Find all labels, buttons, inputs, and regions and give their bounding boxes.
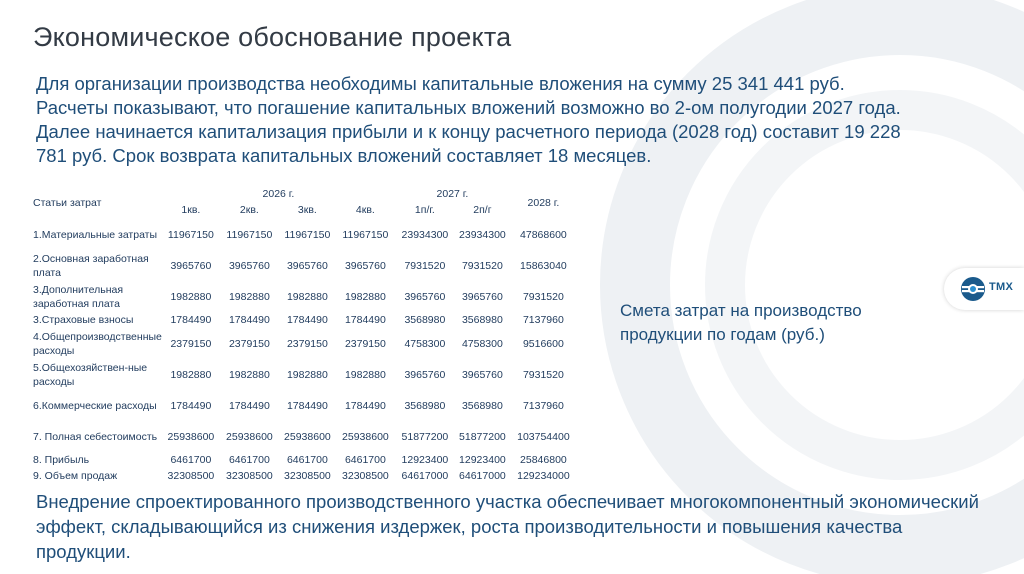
table-cell: 3568980 [404, 399, 446, 412]
table-cell: 103754400 [517, 430, 570, 443]
table-cell: 1784490 [228, 399, 270, 412]
table-cell: 1784490 [286, 314, 328, 326]
year-2028-header: 2028 г. [527, 197, 560, 209]
table-cell: 1784490 [344, 399, 386, 412]
table-caption: Смета затрат на производство продукции по годам (руб.) [620, 301, 862, 344]
table-cell: 23934300 [459, 228, 506, 241]
table-cell: 25938600 [342, 430, 389, 443]
period-header: 1п/г. [414, 204, 435, 216]
table-cell: 6461700 [286, 454, 328, 466]
row-label: 1.Материальные затраты [33, 228, 158, 241]
year-2026-header: 2026 г. [262, 188, 295, 200]
table-cell: 1982880 [170, 368, 212, 381]
row-label: 4.Общепроизводственные расходы [33, 330, 162, 357]
table-row [33, 328, 577, 359]
table-cell: 7931520 [522, 290, 564, 303]
table-row [33, 219, 577, 250]
table-cell: 32308500 [226, 470, 273, 482]
table-cell: 25846800 [520, 454, 567, 466]
table-cell: 51877200 [401, 430, 449, 443]
table-cell: 129234000 [517, 470, 570, 482]
table-row [33, 452, 577, 468]
page-title: Экономическое обоснование проекта [33, 22, 512, 52]
table-cell: 7931520 [461, 259, 503, 272]
conclusion-paragraph: Внедрение спроектированного производственного участка обеспечивает многокомпонентный экономический эффект, складывающийся из снижения издержек, роста производительности и повышения качества продукции. [36, 491, 979, 562]
table-cell: 4758300 [461, 337, 503, 350]
logo-text: ТМХ [989, 281, 1014, 293]
table-cell: 25938600 [226, 430, 273, 443]
table-cell: 2379150 [286, 337, 328, 350]
table-cell: 2379150 [344, 337, 386, 350]
period-header: 2п/г [473, 204, 492, 216]
row-label: 8. Прибыль [33, 454, 90, 466]
period-header: 4кв. [355, 204, 375, 216]
table-cell: 7931520 [522, 368, 564, 381]
table-cell: 2379150 [170, 337, 212, 350]
intro-paragraph: Для организации производства необходимы капитальные вложения на сумму 25 341 441 руб. Расчеты показывают, что погашение капитальных вложений возможно во 2-ом полугодии 2027 года. Далее начинается капитализация прибыли и к концу расчетного периода (2028 год) составит 19 228 781 руб. Срок возврата капитальных вложений составляет 18 месяцев. [36, 73, 901, 166]
table-cell: 6461700 [170, 454, 212, 466]
table-cell: 11967150 [226, 228, 273, 241]
table-cell: 1982880 [170, 290, 212, 303]
table-cell: 25938600 [167, 430, 215, 443]
table-cell: 3965760 [461, 368, 503, 381]
label-column-header: Статьи затрат [33, 197, 102, 209]
table-cell: 1982880 [228, 368, 270, 381]
table-cell: 47868600 [520, 228, 567, 241]
row-label: 5.Общехозяйствен-ные расходы [33, 361, 148, 388]
table-row [33, 390, 577, 421]
row-label: 7. Полная себестоимость [33, 430, 158, 443]
table-cell: 3568980 [461, 399, 503, 412]
table-row [33, 250, 577, 281]
table-cell: 3965760 [170, 259, 212, 272]
row-label: 3.Страховые взносы [33, 314, 134, 326]
table-cell: 3568980 [461, 314, 503, 326]
row-label: 9. Объем продаж [33, 470, 118, 482]
company-logo [944, 268, 1024, 310]
period-header: 3кв. [297, 204, 317, 216]
table-cell: 1982880 [286, 368, 328, 381]
table-cell: 1982880 [228, 290, 270, 303]
table-cell: 15863040 [520, 259, 567, 272]
table-cell: 64617000 [459, 470, 506, 482]
table-cell: 3965760 [344, 259, 386, 272]
table-cell: 1784490 [228, 314, 270, 326]
table-cell: 32308500 [342, 470, 389, 482]
table-cell: 12923400 [459, 454, 506, 466]
table-cell: 1982880 [286, 290, 328, 303]
table-cell: 1784490 [170, 314, 212, 326]
table-row [33, 468, 577, 484]
row-label: 3.Дополнительная заработная плата [33, 283, 124, 310]
table-row [33, 281, 577, 312]
year-2027-header: 2027 г. [436, 188, 469, 200]
table-cell: 9516600 [522, 337, 564, 350]
table-cell: 1784490 [286, 399, 328, 412]
table-cell: 25938600 [284, 430, 331, 443]
table-cell: 3965760 [286, 259, 328, 272]
table-row [33, 312, 577, 328]
table-row [33, 421, 577, 452]
table-cell: 32308500 [284, 470, 331, 482]
table-cell: 12923400 [401, 454, 449, 466]
table-row [33, 359, 577, 390]
table-cell: 3568980 [404, 314, 446, 326]
table-cell: 6461700 [228, 454, 270, 466]
table-cell: 32308500 [167, 470, 215, 482]
table-cell: 64617000 [401, 470, 449, 482]
table-cell: 11967150 [167, 228, 214, 241]
table-cell: 1784490 [170, 399, 212, 412]
table-cell: 51877200 [459, 430, 506, 443]
table-cell: 11967150 [284, 228, 331, 241]
table-cell: 6461700 [344, 454, 386, 466]
table-cell: 3965760 [404, 368, 446, 381]
table-header-row [33, 187, 577, 201]
table-cell: 1784490 [344, 314, 386, 326]
table-cell: 1982880 [344, 290, 386, 303]
cost-estimate-table [33, 187, 577, 484]
period-header: 1кв. [181, 204, 201, 216]
table-cell: 2379150 [228, 337, 270, 350]
period-header: 2кв. [239, 204, 259, 216]
table-cell: 3965760 [461, 290, 503, 303]
tmh-logo-icon [960, 276, 986, 302]
table-cell: 3965760 [228, 259, 270, 272]
table-cell: 3965760 [404, 290, 446, 303]
table-cell: 7931520 [404, 259, 446, 272]
row-label: 6.Коммерческие расходы [33, 399, 157, 412]
table-cell: 7137960 [522, 314, 564, 326]
table-cell: 1982880 [344, 368, 386, 381]
table-cell: 23934300 [401, 228, 449, 241]
table-cell: 4758300 [404, 337, 446, 350]
table-cell: 7137960 [522, 399, 564, 412]
row-label: 2.Основная заработная плата [33, 252, 149, 279]
table-cell: 11967150 [342, 228, 389, 241]
